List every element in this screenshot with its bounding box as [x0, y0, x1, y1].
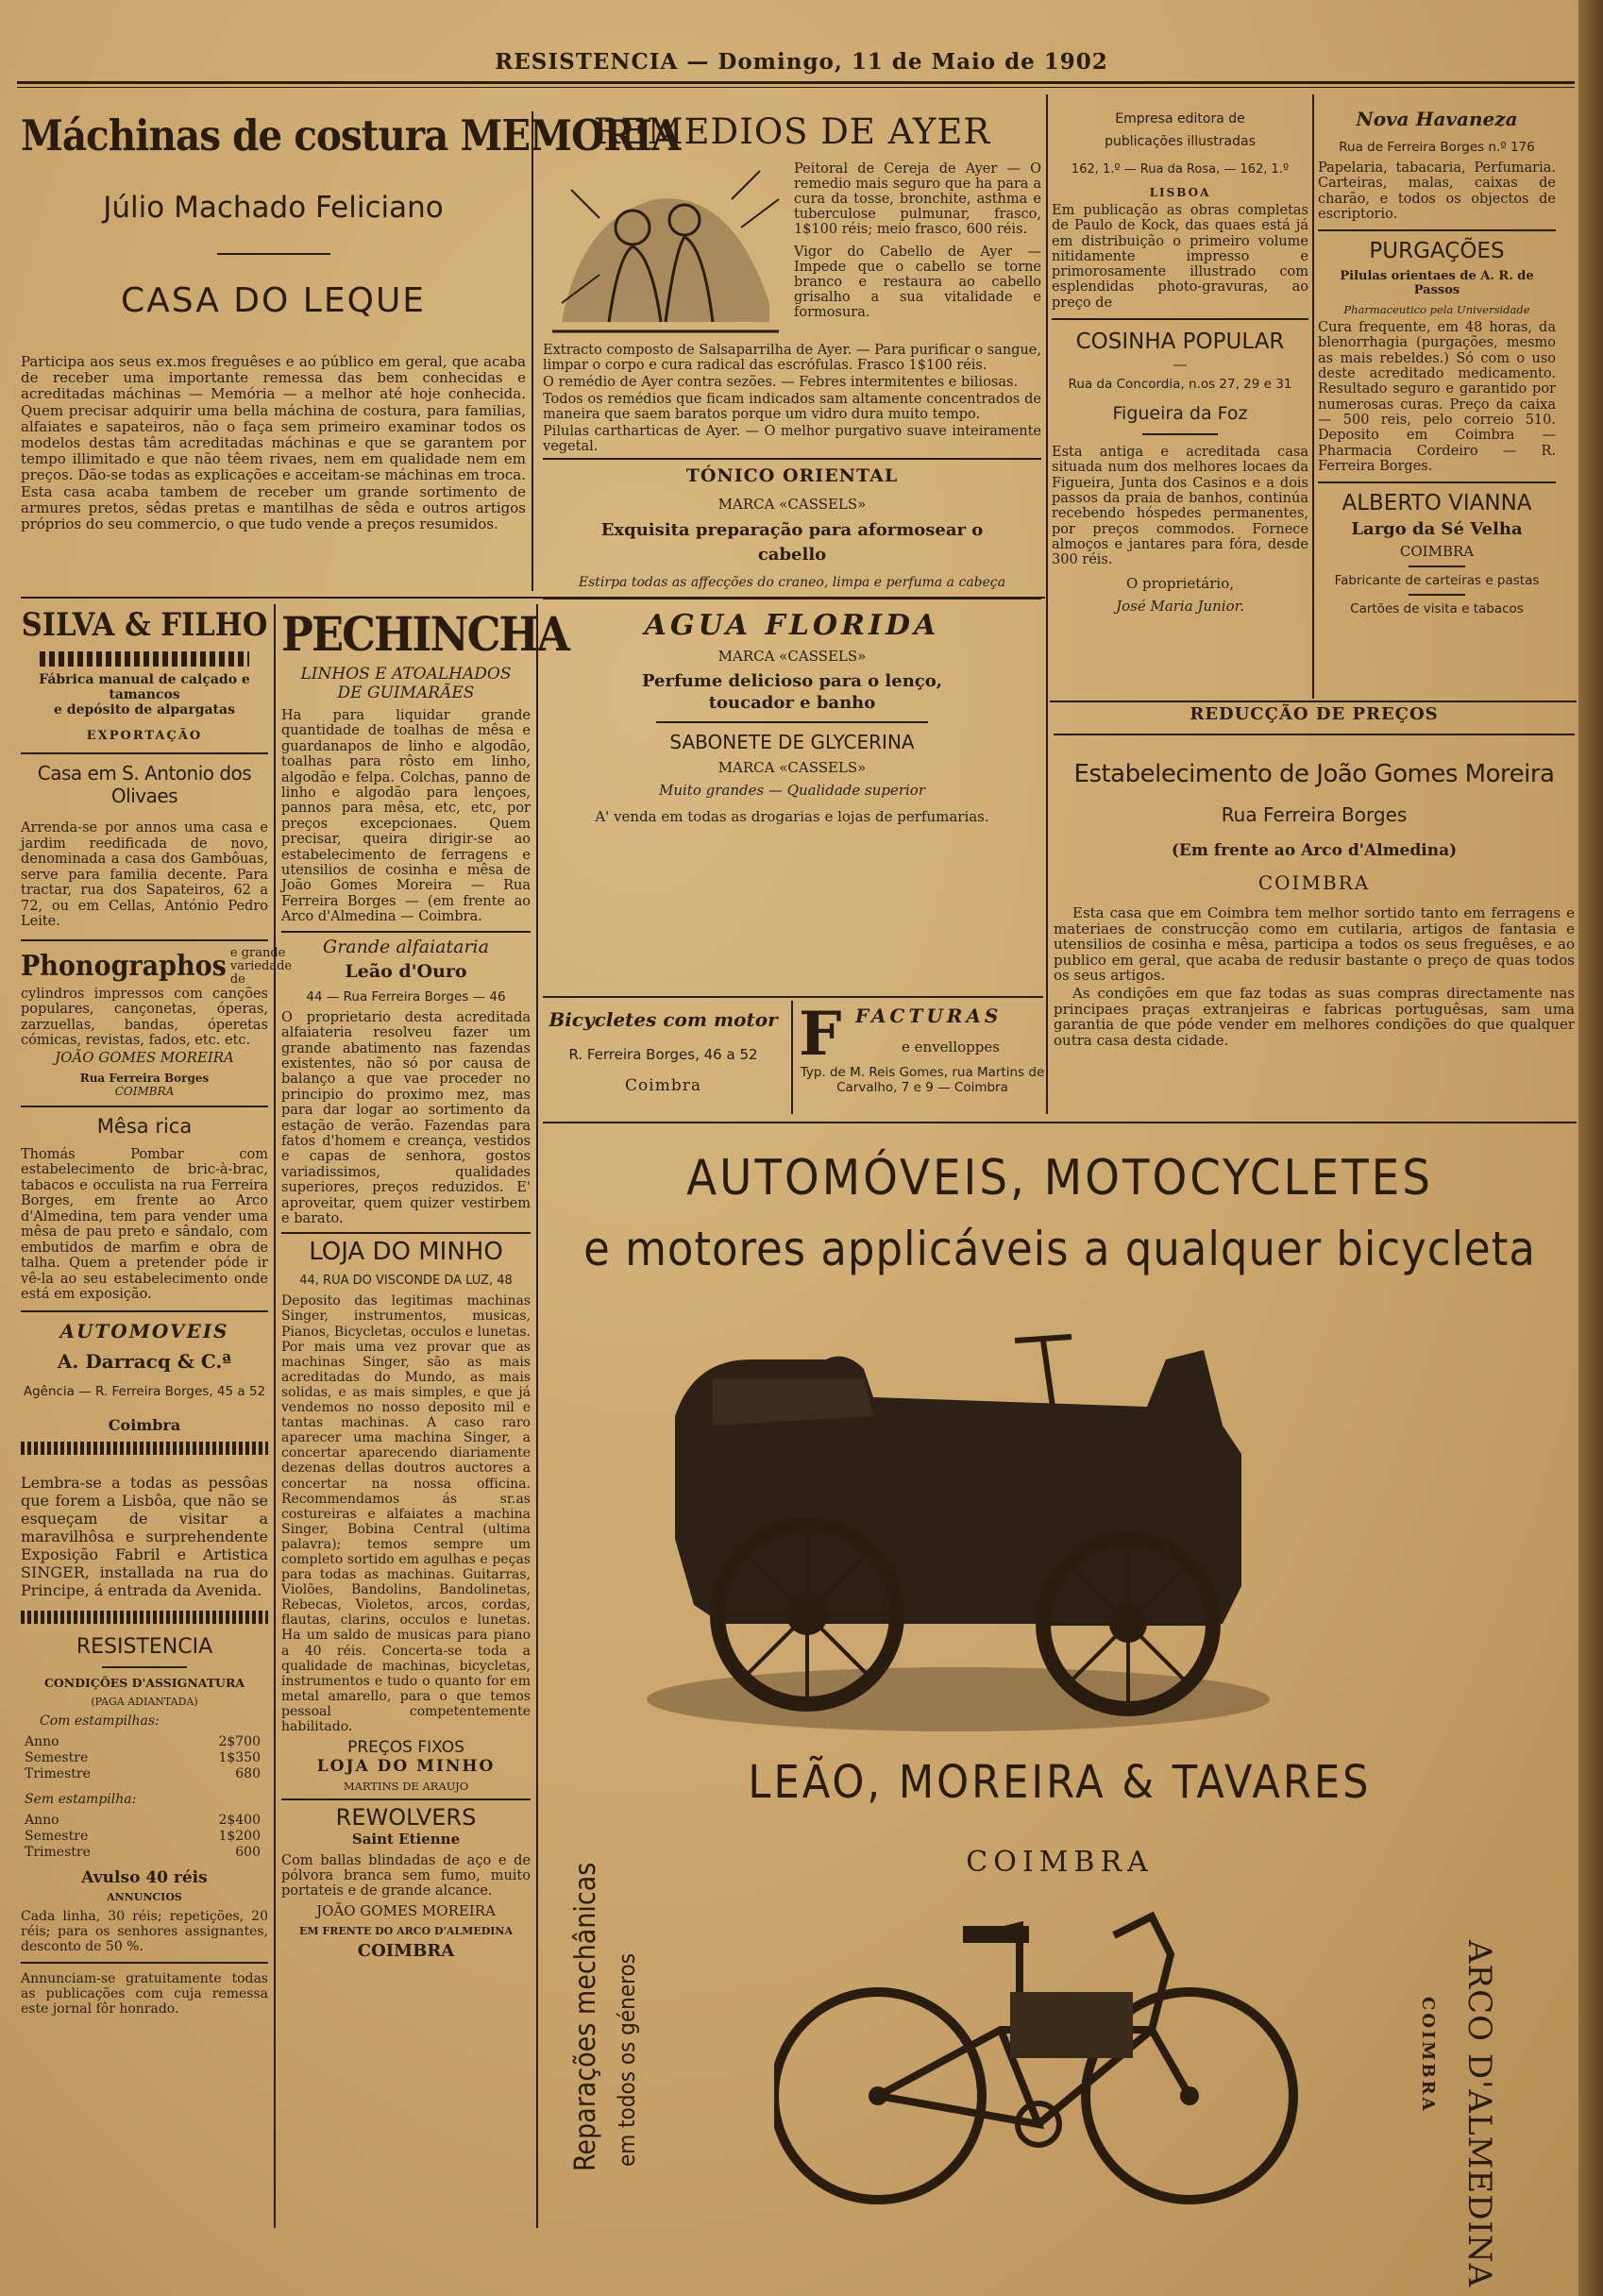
alf-name: Leão d'Ouro — [345, 960, 467, 982]
fact-title: FACTURAS — [855, 1004, 1003, 1027]
cosinha-name: José Maria Junior. — [1116, 598, 1244, 616]
price-row — [21, 1734, 268, 1750]
automobile-illustration — [637, 1303, 1279, 1737]
col6 — [1318, 108, 1556, 616]
reduc-ad — [1054, 704, 1575, 1048]
havaneza-title: Nova Havaneza — [1356, 108, 1518, 130]
tonico-exq: Exquisita preparação para aformosear o cabello — [600, 520, 984, 565]
vianna-l2: Cartões de visita e tabacos — [1350, 601, 1524, 617]
page-edge — [1578, 0, 1603, 2296]
pech-sub2: DE GUIMARÃES — [337, 684, 475, 702]
memoria-text: Participa aos seus ex.mos freguêses e ao público em geral, que acaba de receber uma importante remessa das bem conhecidas e acreditadas máchinas — Memória — a melhor até hoje conhecida. Quem precisar adquirir uma bella máchina de costura, para familias, alfaiates e sapateiros, não o faça sem primeiro examinar todos os modelos destas tâm acreditadas máchinas e que se garantem por tempo illimitado e que não têem rivaes, nem em qualidade nem em preços. Dão-se todas as explicações e acceitam-se máchinas em troca. Esta casa acaba tambem de receber um grande sortimento de armures pretos, sêdas pretas e mantilhas de sêda e outros artigos próprios do seu commercio, o que tudo vende a preços resumidos. — [21, 353, 526, 533]
cosinha-title: COSINHA POPULAR — [1075, 329, 1285, 355]
ayer-p5: Todos os remédios que ficam indicados sam altamente concentrados de maneira que saem baratos porque um vidro dura muito tempo. — [543, 392, 1041, 422]
price-value: 1$200 — [218, 1828, 261, 1844]
sabo-marca: MARCA «CASSELS» — [717, 759, 867, 776]
sabo-title: SABONETE DE GLYCERINA — [669, 731, 915, 753]
ayer-p1: Peitoral de Cereja de Ayer — O remedio mais seguro que ha para a cura da tosse, bronchite, asthma e tuberculose pulmunar, frasco, 1$100 réis; meio frasco, 600 réis. — [794, 161, 1041, 237]
masthead: RESISTENCIA — Domingo, 11 de Maio de 1902 — [495, 49, 1108, 75]
price-label: Semestre — [25, 1828, 89, 1844]
motorcycle-illustration — [774, 1898, 1303, 2219]
casa-title: Casa em S. Antonio dos Olivaes — [37, 762, 252, 807]
price-row — [21, 1750, 268, 1766]
masthead-rule — [17, 81, 1575, 84]
big-side3: ARCO D'ALMEDINA — [1460, 1940, 1498, 2288]
ornament — [21, 1611, 268, 1624]
empresa-text: Em publicação as obras completas de Paulo de Kock, das quaes está já em distribuição o primeiro volume nitidamente impresso e primorosamente illustrado com esplendidas photo-gravuras, ao preço de — [1052, 203, 1308, 311]
phono-addr: Rua Ferreira Borges — [79, 1071, 210, 1085]
price-row — [21, 1813, 268, 1829]
auto-city: Coimbra — [108, 1415, 181, 1434]
pech-title: PECHINCHA — [281, 606, 568, 662]
agua-perf: Perfume delicioso para o lenço, toucador e banho — [641, 671, 943, 713]
big-side2: em todos os géneros — [614, 1953, 640, 2167]
ayer-venda: A' venda em todas as drogarias e lojas de perfumarias. — [595, 808, 989, 825]
agua-title: AGUA FLORIDA — [644, 609, 940, 642]
tonico-title: TÓNICO ORIENTAL — [685, 465, 899, 486]
sabo-muito: Muito grandes — Qualidade superior — [658, 782, 926, 799]
havaneza-addr: Rua de Ferreira Borges n.º 176 — [1339, 140, 1535, 155]
pech-text: Ha para liquidar grande quantidade de toalhas de mêsa e guardanapos de linho e algodão, toalhas para rôsto em linho, algodão e felpa. Colchas, panno de linho e algodão para lençoes, pannos para mêsa, etc, etc, por preços excepcionaes. Quem precisar, queira dirigir-se ao estabelecimento de ferragens e utensilios de cosinha e mêsa de João Gomes Moreira — Rua Ferreira Borges — (em frente ao Arco d'Almedina — Coimbra. — [281, 708, 531, 925]
big-firm: LEÃO, MOREIRA & TAVARES — [748, 1756, 1372, 1809]
price-value: 2$400 — [218, 1812, 261, 1828]
big-l2: e motores applicáveis a qualquer bicycleta — [583, 1222, 1536, 1276]
cosinha-text: Esta antiga e acreditada casa situada num dos melhores locaes da Figueira, Junta dos Casinos e a dois passos da praia de banhos, continúa recebendo hóspedes permanentes, por preços commodos. Fornece almoços e jantares para fóra, desde 300 réis. — [1052, 445, 1308, 568]
tonico-marca: MARCA «CASSELS» — [717, 496, 867, 513]
alf-title: Grande alfaiataria — [323, 936, 489, 957]
big-l1: AUTOMÓVEIS, MOTOCYCLETES — [686, 1150, 1433, 1207]
ayer-p4: O remédio de Ayer contra sezões. — Febres intermitentes e biliosas. — [543, 375, 1019, 390]
alf-addr: 44 — Rua Ferreira Borges — 46 — [306, 988, 506, 1004]
loja-owner: MARTINS DE ARAUJO — [343, 1780, 469, 1794]
price-row — [21, 1845, 268, 1861]
mesa-text: Thomás Pombar com estabelecimento de bric-à-brac, tabacos e occulista na rua Ferreira Borges, em frente ao Arco d'Almedina, tem para vender uma mêsa de pau preto e sândalo, com embutidos de marfim e obra de talha. Quem a pretender póde ir vê-la ao seu estabelecimento onde está em exposição. — [21, 1146, 268, 1302]
automoveis-ad — [543, 1133, 1577, 2288]
loja-addr: 44, RUA DO VISCONDE DA LUZ, 48 — [299, 1274, 513, 1289]
resist-paga: (PAGA ADIANTADA) — [91, 1695, 198, 1708]
price-row — [21, 1766, 268, 1782]
price-table-unstamped — [21, 1813, 268, 1861]
rew-name: JOÃO GOMES MOREIRA — [316, 1902, 496, 1920]
empresa-addr: 162, 1.º — Rua da Rosa, — 162, 1.º — [1071, 162, 1290, 177]
resist-avulso: Avulso 40 réis — [81, 1867, 208, 1887]
fact-text: Typ. de M. Reis Gomes, rua Martins de Carvalho, 7 e 9 — Coimbra — [800, 1065, 1045, 1095]
reduc-text1: Esta casa que em Coimbra tem melhor sortido tanto em ferragens e materiaes de construcção como em cutilaria, artigos de fantasia e utensilios de cosinha e mêsa, participa a todos os seus freguêses, e ao publico em geral, que acaba de redusir bastante o preço de quas todos os seus artigos. — [1054, 904, 1575, 985]
ornament — [40, 651, 249, 667]
price-label: Anno — [25, 1733, 59, 1749]
phono-aside: e grande variedade de — [229, 945, 293, 987]
reduc-city: COIMBRA — [1257, 871, 1371, 894]
lisboa-text: Lembra-se a todas as pessôas que forem a Lisbôa, que não se esqueçam de visitar a maravilhôsa e surprehendente Exposição Fabril e Artistica SINGER, installada na rua do Principe, á entrada da Avenida. — [21, 1473, 268, 1599]
cosinha-addr: Rua da Concordia, n.os 27, 29 e 31 — [1068, 377, 1292, 393]
price-value: 1$350 — [218, 1749, 261, 1765]
memoria-owner: Júlio Machado Feliciano — [103, 191, 444, 225]
resist-cond: CONDIÇÕES D'ASSIGNATURA — [43, 1675, 245, 1690]
ornament — [21, 1442, 268, 1455]
col1 — [21, 604, 293, 2017]
purg-sub2: Pharmaceutico pela Universidade — [1343, 303, 1530, 317]
memoria-ad — [21, 110, 681, 533]
rew-sub: Saint Etienne — [351, 1831, 461, 1849]
vianna-title: ALBERTO VIANNA — [1341, 491, 1532, 516]
silva-title: SILVA & FILHO — [21, 606, 268, 644]
mesa-title: Mêsa rica — [96, 1114, 193, 1138]
phono-city: COIMBRA — [114, 1084, 175, 1098]
havaneza-text: Papelaria, tabacaria, Perfumaria. Carteiras, malas, caixas de charão, e todos os objectos de escriptorio. — [1318, 160, 1556, 222]
fact-ad — [799, 999, 1046, 1095]
ayer-ad — [543, 111, 1041, 825]
price-value: 2$700 — [218, 1733, 261, 1749]
ayer-p2: Vigor do Cabello de Ayer — Impede que o cabello se torne branco e restaura ao cabello grisalho a sua vitalidade e formosura. — [794, 245, 1041, 320]
agua-marca: MARCA «CASSELS» — [717, 648, 867, 665]
price-label: Trimestre — [25, 1765, 91, 1781]
loja-text: Deposito das legitimas machinas Singer, instrumentos, musicas, Pianos, Bicycletas, occulos e lunetas. Por mais uma vez provar que as machinas Singer, são as mais acreditadas do Mundo, as mais solidas, e as mais simples, e que já vendemos no nosso deposito mil e tantas machinas. A caso raro aparecer uma machina Singer, a concertar aparecendo diariamente dezenas dellas doutros auctores a concertar na nossa officina. Recommendamos ás sr.as costureiras e alfaiates a machina Singer, Bobina Central (ultima palavra); temos sempre um completo sortido em agulhas e peças para todas as machinas. Guitarras, Violões, Bandolins, Bandolinetas, Rebecas, Violetos, arcos, cordas, flautas, clarins, occulos e lunetas. Ha um saldo de musicas para piano a 40 réis. Concerta-se toda a qualidade de machinas, bicycletas, instrumentos e tudo o quanto for em metal amarello, para o que temos pessoal competentemente habilitado. — [281, 1293, 531, 1734]
phono-name: JOÃO GOMES MOREIRA — [55, 1048, 234, 1066]
memoria-title: Máchinas de costura MEMORIA — [21, 110, 681, 160]
price-label: Semestre — [25, 1749, 89, 1765]
ayer-illustration — [543, 161, 786, 341]
memoria-shop: CASA DO LEQUE — [120, 281, 427, 320]
phono-text: cylindros impressos com canções populares, cançonetas, óperas, zarzuellas, bandas, óperetas cómicas, revistas, fados, etc. etc. — [21, 986, 268, 1048]
ayer-title: REMEDIOS DE AYER — [593, 111, 991, 152]
bicy-title: Bicycletes com motor — [548, 1008, 778, 1031]
resist-com: Com estampilhas: — [40, 1713, 160, 1729]
empresa-t2: publicações illustradas — [1105, 134, 1256, 149]
bicy-ad — [543, 1008, 784, 1095]
rew-text: Com ballas blindadas de aço e de pólvora branca sem fumo, muito portateis e de grande alcance. — [281, 1853, 531, 1899]
purg-text: Cura frequente, em 48 horas, da blenorrhagia (purgações, mesmo as mais rebeldes.) Só com o uso deste acreditado medicamento. Resultado seguro e garantido por numerosas curas. Preço da caixa — 500 reis, pelo correio 510. Deposito em Coimbra — Pharmacia Cordeiro — R. Ferreira Borges. — [1318, 320, 1556, 474]
rew-city: COIMBRA — [357, 1941, 455, 1962]
empresa-ad: Empresa editora de publicações illustradas 162, 1.º — Rua da Rosa, — 162, 1.º LISBOA Em publicação as obras completas de Paulo de Kock, das quaes está já em distribuição o primeiro volume nitidamente impresso e primorosamente illustrado com esplendidas photo-gravuras, ao preço de COSINHA POPULAR — Rua da Concordia, n.os 27, 29 e 31 Figueira da Foz Esta antiga e acreditada casa situada num dos melhores locaes da Figueira, Junta dos Casinos e a dois passos da praia de banhos, continúa recebendo hóspedes permanentes, por preços commodos. Fornece almoços e jantares para fóra, desde 300 réis. O proprietário, José Maria Junior. — [1052, 111, 1308, 616]
price-table-stamped — [21, 1734, 268, 1782]
rew-addr: EM FRENTE DO ARCO D'ALMEDINA — [299, 1925, 513, 1938]
tonico-estirpa: Estirpa todas as affecções do craneo, limpa e perfuma a cabeça — [578, 575, 1006, 590]
auto-firm: A. Darracq & C.ª — [57, 1349, 232, 1373]
pech-sub1: LINHOS E ATOALHADOS — [300, 665, 512, 684]
price-value: 680 — [235, 1765, 261, 1781]
purg-sub: Pilulas orientaes de A. R. de Passos — [1340, 269, 1534, 298]
cosinha-prop: O proprietário, — [1125, 575, 1235, 593]
loja-title: LOJA DO MINHO — [309, 1238, 503, 1267]
silva-line1: Fábrica manual de calçado e tamancos — [39, 672, 250, 702]
loja-fixos: PREÇOS FIXOS — [347, 1738, 464, 1758]
empresa-t1: Empresa editora de — [1115, 111, 1245, 127]
resist-annuncios: ANNUNCIOS — [107, 1890, 182, 1903]
silva-export: EXPORTAÇÃO — [86, 729, 203, 743]
resist-sem: Sem estampilha: — [25, 1791, 137, 1807]
ayer-p3: Extracto composto de Salsaparrilha de Ayer. — Para purificar o sangue, limpar o corpo e cura radical das escrófulas. Frasco 1$100 réis. — [543, 343, 1041, 373]
reduc-name: Estabelecimento de João Gomes Moreira — [1073, 760, 1555, 788]
price-label: Anno — [25, 1812, 59, 1828]
resist-text1: Cada linha, 30 réis; repetições, 20 réis; para os senhores assignantes, desconto de 50 %. — [21, 1908, 268, 1954]
col2 — [281, 604, 568, 1962]
big-city: COIMBRA — [966, 1846, 1154, 1879]
resist-title: RESISTENCIA — [76, 1634, 213, 1659]
ayer-p6: Pilulas cartharticas de Ayer. — O melhor purgativo suave inteiramente vegetal. — [543, 424, 1041, 454]
vianna-city: COIMBRA — [1399, 543, 1475, 561]
reduc-front: (Em frente ao Arco d'Almedina) — [1171, 841, 1458, 860]
reduc-text2: As condições em que faz todas as suas compras directamente nas principaes praças extranjeiras e fabricas portuguêsas, sam uma garantia de que póde vender em melhores condições do que qualquer outra casa desta cidade. — [1054, 984, 1575, 1049]
auto-agency: Agência — R. Ferreira Borges, 45 a 52 — [23, 1383, 266, 1399]
masthead-rule-thin — [17, 87, 1575, 88]
casa-text: Arrenda-se por annos uma casa e jardim reedificada de novo, denominada a casa dos Gambôuas, serve para familia decente. Para tractar, rua dos Sapateiros, 62 a 72, ou em Cellas, António Pedro Leite. — [21, 820, 268, 929]
silva-line2: e depósito de alpargatas — [54, 702, 235, 718]
price-label: Trimestre — [25, 1844, 91, 1860]
bicy-addr: R. Ferreira Borges, 46 a 52 — [568, 1046, 758, 1063]
fact-sub: e envelloppes — [902, 1038, 1000, 1055]
rew-title: REWOLVERS — [335, 1804, 477, 1832]
price-row — [21, 1829, 268, 1845]
big-side4: COIMBRA — [1418, 1997, 1438, 2114]
vianna-l1: Fabricante de carteiras e pastas — [1334, 573, 1540, 589]
big-side1: Reparações mechânicas — [569, 1862, 602, 2171]
vianna-addr: Largo da Sé Velha — [1351, 519, 1523, 540]
fact-initial: F — [799, 999, 842, 1070]
alf-text: O proprietario desta acreditada alfaiateria resolveu fazer um grande abatimento nas fazendas existentes, não só por causa de balanço a que vae proceder no principio do proximo mez, mas para dar logar ao sortimento da estação de verão. Fazendas para fatos d'homem e creança, vestidos e capas de senhora, gostos variadissimos, qualidades superiores, preços reduzidos. E' aproveitar, quem quizer vestirbem e barato. — [281, 1009, 531, 1226]
auto-title: AUTOMOVEIS — [59, 1319, 229, 1342]
price-value: 600 — [235, 1844, 261, 1860]
empresa-city: LISBOA — [1149, 186, 1211, 199]
cosinha-city: Figueira da Foz — [1112, 403, 1248, 425]
phono-title: Phonographos — [21, 950, 227, 983]
reduc-title: REDUCÇÃO DE PREÇOS — [1190, 704, 1439, 724]
loja-sig: LOJA DO MINHO — [316, 1757, 496, 1777]
resist-text2: Annunciam-se gratuitamente todas as publicações com cuja remessa este jornal fôr honrado. — [21, 1970, 268, 2017]
bicy-city: Coimbra — [625, 1076, 701, 1095]
purg-title: PURGAÇÕES — [1369, 239, 1505, 264]
reduc-addr: Rua Ferreira Borges — [1221, 803, 1408, 826]
